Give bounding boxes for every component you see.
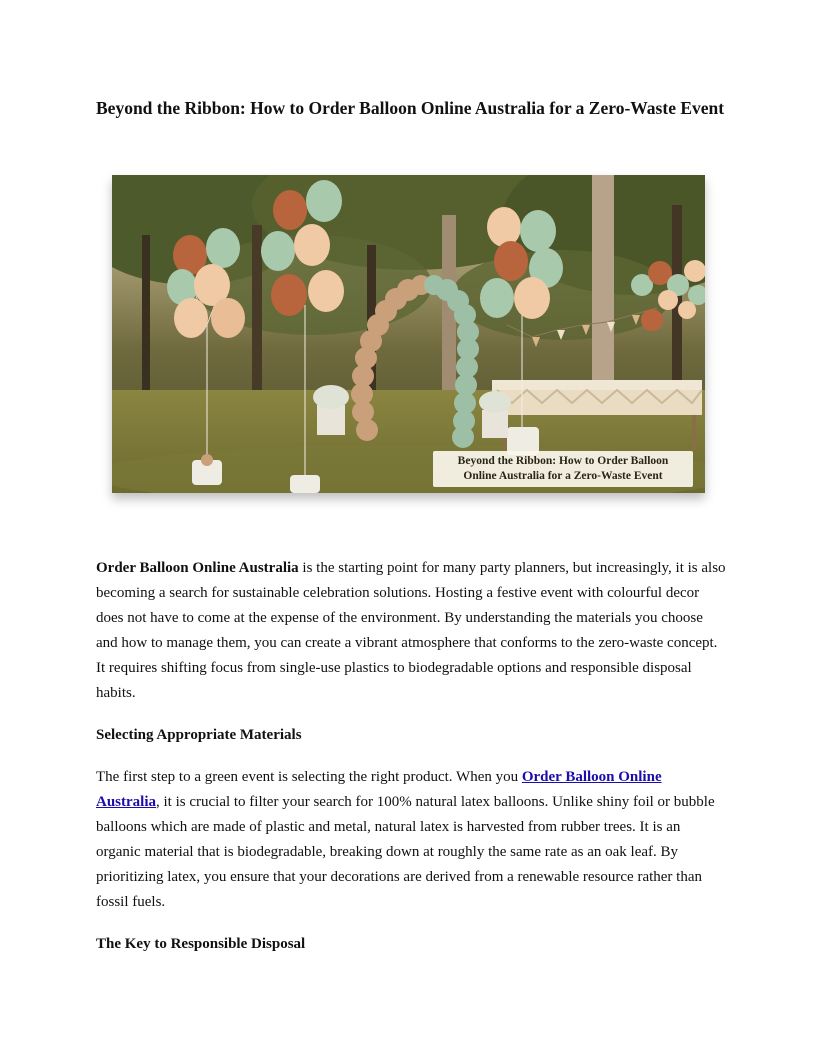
balloon-scene-illustration [112, 175, 705, 493]
document-body [96, 556, 726, 974]
image-caption [433, 451, 693, 487]
order-balloon-link[interactable]: Order Balloon Online Australia [96, 769, 662, 810]
intro-text: is the starting point for many party planners, but increasingly, it is also becoming a search for sustainable celebration solutions. Hosting a festive event with colourful decor does not have to come at the expense of the environment. By understanding the materials you choose and how to manage them, you can create a vibrant atmosphere that conforms to the zero-waste concept. It requires shifting focus from single-use plastics to biodegradable options and responsible disposal habits. [96, 560, 726, 701]
image-caption-line2: Online Australia for a Zero-Waste Event [463, 470, 663, 482]
section-heading-materials: Selecting Appropriate Materials [96, 727, 302, 743]
image-caption-line1: Beyond the Ribbon: How to Order Balloon [457, 455, 669, 467]
materials-text-after-link: , it is crucial to filter your search for 100% natural latex balloons. Unlike shiny foil or bubble balloons which are made of plastic and metal, natural latex is harvested from rubber trees. It is an organic material that is biodegradable, breaking down at roughly the same rate as an oak leaf. By prioritizing latex, you ensure that your decorations are derived from a renewable resource rather than fossil fuels. [96, 794, 715, 910]
hero-image [112, 175, 705, 493]
materials-text-before-link: The first step to a green event is selecting the right product. When you [96, 769, 522, 785]
materials-paragraph [96, 765, 726, 915]
intro-paragraph [96, 556, 726, 706]
document-title: Beyond the Ribbon: How to Order Balloon Online Australia for a Zero-Waste Event [96, 98, 725, 118]
section-heading-disposal: The Key to Responsible Disposal [96, 936, 306, 952]
intro-lead-bold: Order Balloon Online Australia [96, 560, 299, 576]
